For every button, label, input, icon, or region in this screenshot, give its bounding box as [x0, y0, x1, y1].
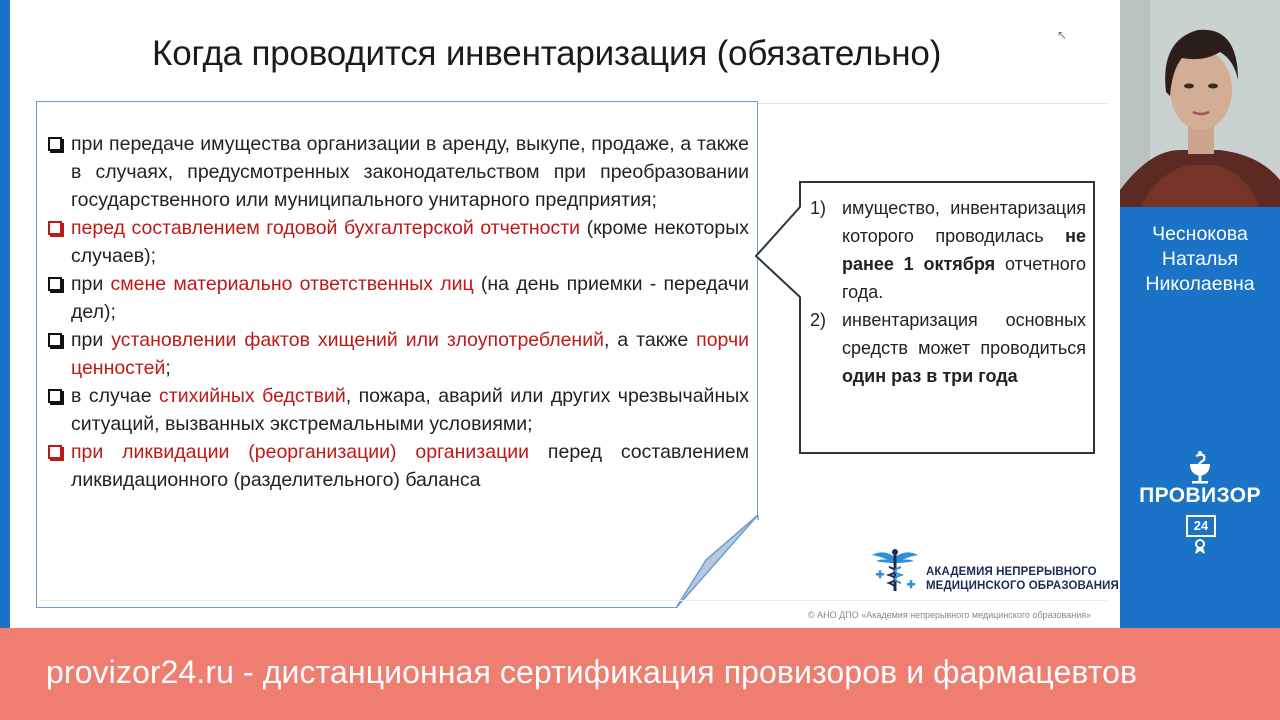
item-text: (кроме некоторых случаев); — [71, 217, 749, 267]
slide-title: Когда проводится инвентаризация (обязательно) — [152, 34, 942, 73]
item-text: при — [71, 329, 112, 351]
note-text-bold: не ранее 1 октября — [842, 226, 1086, 274]
copyright-text: © АНО ДПО «Академия непрерывного медицинского образования» — [808, 610, 1092, 620]
provizor-brand-label: ПРОВИЗОР — [1139, 484, 1261, 507]
presenter-surname: Чеснокова — [1152, 223, 1248, 245]
item-text-highlight: перед составлением годовой бухгалтерской отчетности — [71, 217, 581, 239]
footer-divider — [40, 600, 1108, 601]
provizor-brand-number: 24 — [1186, 515, 1216, 537]
item-text: в случае — [71, 385, 160, 407]
academy-name-line: МЕДИЦИНСКОГО ОБРАЗОВАНИЯ — [926, 580, 1119, 592]
note-text-bold: один раз в три года — [842, 366, 1018, 386]
presenter-name — [1120, 222, 1280, 297]
item-text: при — [71, 273, 111, 295]
item-text-highlight: смене материально ответственных лиц — [110, 273, 474, 295]
presenter-patronymic: Николаевна — [1145, 273, 1255, 295]
academy-caduceus-logo-icon — [870, 545, 920, 593]
item-text: перед составлением ликвидационного (разделительного) баланса — [71, 441, 749, 491]
note-text: инвентаризация основных средств может проводиться — [842, 310, 1086, 358]
item-text-highlight: порчи ценностей — [71, 329, 750, 379]
item-text: ; — [165, 357, 171, 379]
mouse-cursor-icon: ↖ — [1057, 28, 1068, 42]
item-text: , а также — [604, 329, 697, 351]
note-number: 2) — [810, 310, 827, 330]
academy-name — [926, 565, 1119, 593]
presenter-first-name: Наталья — [1161, 248, 1239, 270]
note-item — [808, 306, 1086, 390]
presenter-webcam — [1120, 0, 1280, 207]
presenter-video-frame — [1120, 0, 1280, 207]
item-text-highlight: при ликвидации (реорганизации) организации — [71, 441, 530, 463]
note-item — [808, 194, 1086, 306]
note-text: имущество, инвентаризация которого проводилась — [842, 198, 1086, 246]
item-text-highlight: установлении фактов хищений или злоупотреблений — [111, 329, 604, 351]
banner-text: provizor24.ru - дистанционная сертификация провизоров и фармацевтов — [46, 654, 1138, 690]
item-text: , пожара, аварий или других чрезвычайных ситуаций, вызванных экстремальными условиями; — [71, 385, 749, 435]
item-text: (на день приемки - передачи дел); — [71, 273, 750, 323]
academy-name-line: АКАДЕМИЯ НЕПРЕРЫВНОГО — [926, 566, 1097, 578]
item-text: при передаче имущества организации в аренду, выкупе, продаже, а также в случаях, предусмотренных законодательством при преобразовании государственного или муниципального унитарного предприятия; — [71, 133, 749, 211]
note-text: отчетного года. — [842, 254, 1086, 302]
item-text-highlight: стихийных бедствий — [159, 385, 346, 407]
note-list — [808, 194, 1086, 390]
note-number: 1) — [810, 198, 827, 218]
